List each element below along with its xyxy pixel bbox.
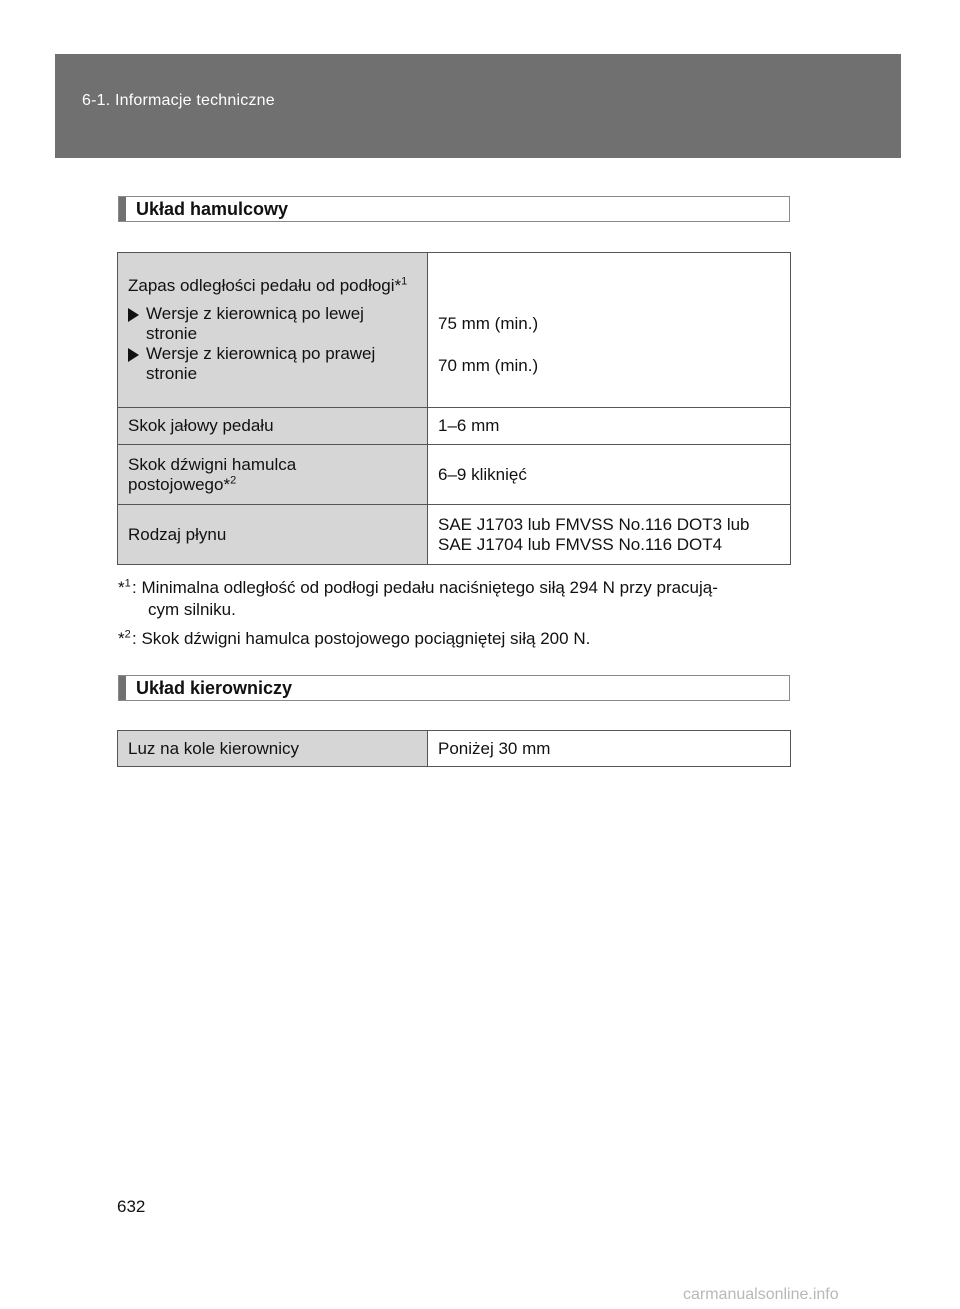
right-hand-drive-value: 70 mm (min.) bbox=[438, 356, 539, 375]
brake-section-title: Układ hamulcowy bbox=[136, 199, 289, 219]
table-row bbox=[118, 731, 791, 767]
list-item: Wersje z kierownicą po lewej stronie bbox=[128, 304, 417, 344]
free-play-label: Skok jałowy pedału bbox=[118, 408, 428, 445]
parking-brake-label: Skok dźwigni hamulca postojowego*$^2$ bbox=[118, 445, 428, 505]
free-play-value: 1–6 mm bbox=[428, 408, 791, 445]
pedal-reserve-value-cell bbox=[428, 253, 791, 408]
footnote-2: *$^2$ : Skok dźwigni hamulca postojowego pociągniętej siłą 200 N. bbox=[118, 628, 591, 648]
brake-section-heading bbox=[118, 196, 790, 222]
arrow-right-icon bbox=[128, 308, 139, 322]
pedal-reserve-label: Zapas odległości pedału od podłogi*$^1$ bbox=[128, 275, 408, 295]
list-item: Wersje z kierownicą po prawej stronie bbox=[128, 344, 417, 384]
table-row bbox=[118, 445, 791, 505]
parking-brake-value: 6–9 kliknięć bbox=[428, 445, 791, 505]
brake-spec-table bbox=[117, 252, 791, 565]
steering-play-label: Luz na kole kierownicy bbox=[118, 731, 428, 767]
chapter-header bbox=[55, 54, 901, 158]
steering-play-value: Poniżej 30 mm bbox=[428, 731, 791, 767]
fluid-type-label: Rodzaj płynu bbox=[118, 505, 428, 565]
heading-bar bbox=[119, 197, 126, 221]
arrow-right-icon bbox=[128, 348, 139, 362]
page-number: 632 bbox=[117, 1197, 146, 1216]
steering-section-heading bbox=[118, 675, 790, 701]
heading-bar bbox=[119, 676, 126, 700]
footnote-1: *$^1$ : Minimalna odległość od podłogi pedału naciśniętego siłą 294 N przy pracują- cym silniku. bbox=[118, 577, 718, 619]
chapter-title: 6-1. Informacje techniczne bbox=[82, 92, 275, 109]
table-row bbox=[118, 253, 791, 408]
watermark: carmanualsonline.info bbox=[683, 1286, 839, 1303]
steering-spec-table bbox=[117, 730, 791, 767]
table-row bbox=[118, 505, 791, 565]
left-hand-drive-value: 75 mm (min.) bbox=[438, 314, 539, 333]
fluid-type-value: SAE J1703 lub FMVSS No.116 DOT3 lub SAE J1704 lub FMVSS No.116 DOT4 bbox=[428, 505, 791, 565]
pedal-reserve-label-cell bbox=[118, 253, 428, 408]
steering-section-title: Układ kierowniczy bbox=[136, 678, 293, 698]
table-row bbox=[118, 408, 791, 445]
